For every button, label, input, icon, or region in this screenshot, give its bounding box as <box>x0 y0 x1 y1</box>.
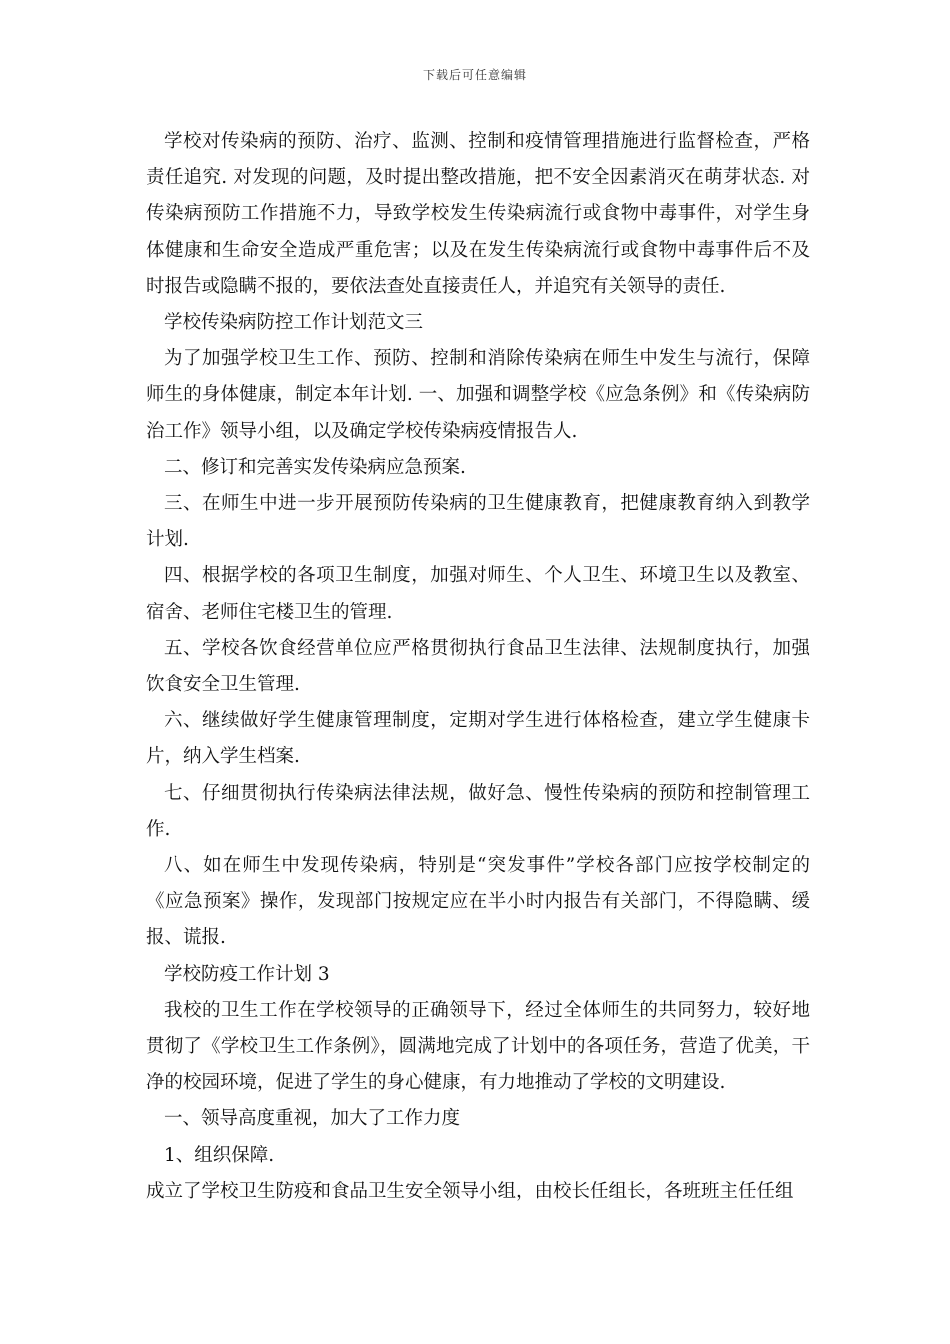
page-header: 下载后可任意编辑 <box>422 68 527 82</box>
subheading-leadership: 一、领导高度重视，加大了工作力度 <box>164 1108 461 1130</box>
subheading-organization: 1、组织保障. <box>164 1144 275 1166</box>
section-heading-sample-three: 学校传染病防控工作计划范文三 <box>164 312 424 334</box>
document-body <box>146 124 810 1210</box>
section-heading-plan-three: 学校防疫工作计划 3 <box>164 963 330 985</box>
paragraph-plan-intro: 为了加强学校卫生工作、预防、控制和消除传染病在师生中发生与流行，保障师生的身体健康，制定本年计划. 一、加强和调整学校《应急条例》和《传染病防治工作》领导小组，以及确定学校传染病疫情报告人. <box>146 348 810 442</box>
paragraph-item-six: 六、继续做好学生健康管理制度，定期对学生进行体格检查，建立学生健康卡片，纳入学生档案. <box>146 710 810 768</box>
paragraph-item-eight: 八、如在师生中发现传染病，特别是“突发事件”学校各部门应按学校制定的《应急预案》操作，发现部门按规定应在半小时内报告有关部门，不得隐瞒、缓报、谎报. <box>146 855 810 949</box>
paragraph-item-four: 四、根据学校的各项卫生制度，加强对师生、个人卫生、环境卫生以及教室、宿舍、老师住宅楼卫生的管理. <box>146 565 810 623</box>
paragraph-item-seven: 七、仔细贯彻执行传染病法律法规，做好急、慢性传染病的预防和控制管理工作. <box>146 782 810 840</box>
paragraph-leadership-group: 成立了学校卫生防疫和食品卫生安全领导小组，由校长任组长，各班班主任任组 <box>146 1180 794 1202</box>
paragraph-item-five: 五、学校各饮食经营单位应严格贯彻执行食品卫生法律、法规制度执行，加强饮食安全卫生管理. <box>146 637 810 696</box>
paragraph-item-three: 三、在师生中进一步开展预防传染病的卫生健康教育，把健康教育纳入到教学计划. <box>146 493 810 551</box>
paragraph-item-two: 二、修订和完善实发传染病应急预案. <box>164 456 466 478</box>
paragraph-supervision: 学校对传染病的预防、治疗、监测、控制和疫情管理措施进行监督检查，严格责任追究. 对发现的问题，及时提出整改措施，把不安全因素消灭在萌芽状态. 对传染病预防工作措施不力，导致学校发生传染病流行或食物中毒事件，对学生身体健康和生命安全造成严重危害；以及在发生传染病流行或食物中毒事件后不及时报告或隐瞒不报的，要依法查处直接责任人，并追究有关领导的责任. <box>146 131 810 297</box>
paragraph-summary: 我校的卫生工作在学校领导的正确领导下，经过全体师生的共同努力，较好地贯彻了《学校卫生工作条例》，圆满地完成了计划中的各项任务，营造了优美，干净的校园环境，促进了学生的身心健康，有力地推动了学校的文明建设. <box>146 999 810 1094</box>
